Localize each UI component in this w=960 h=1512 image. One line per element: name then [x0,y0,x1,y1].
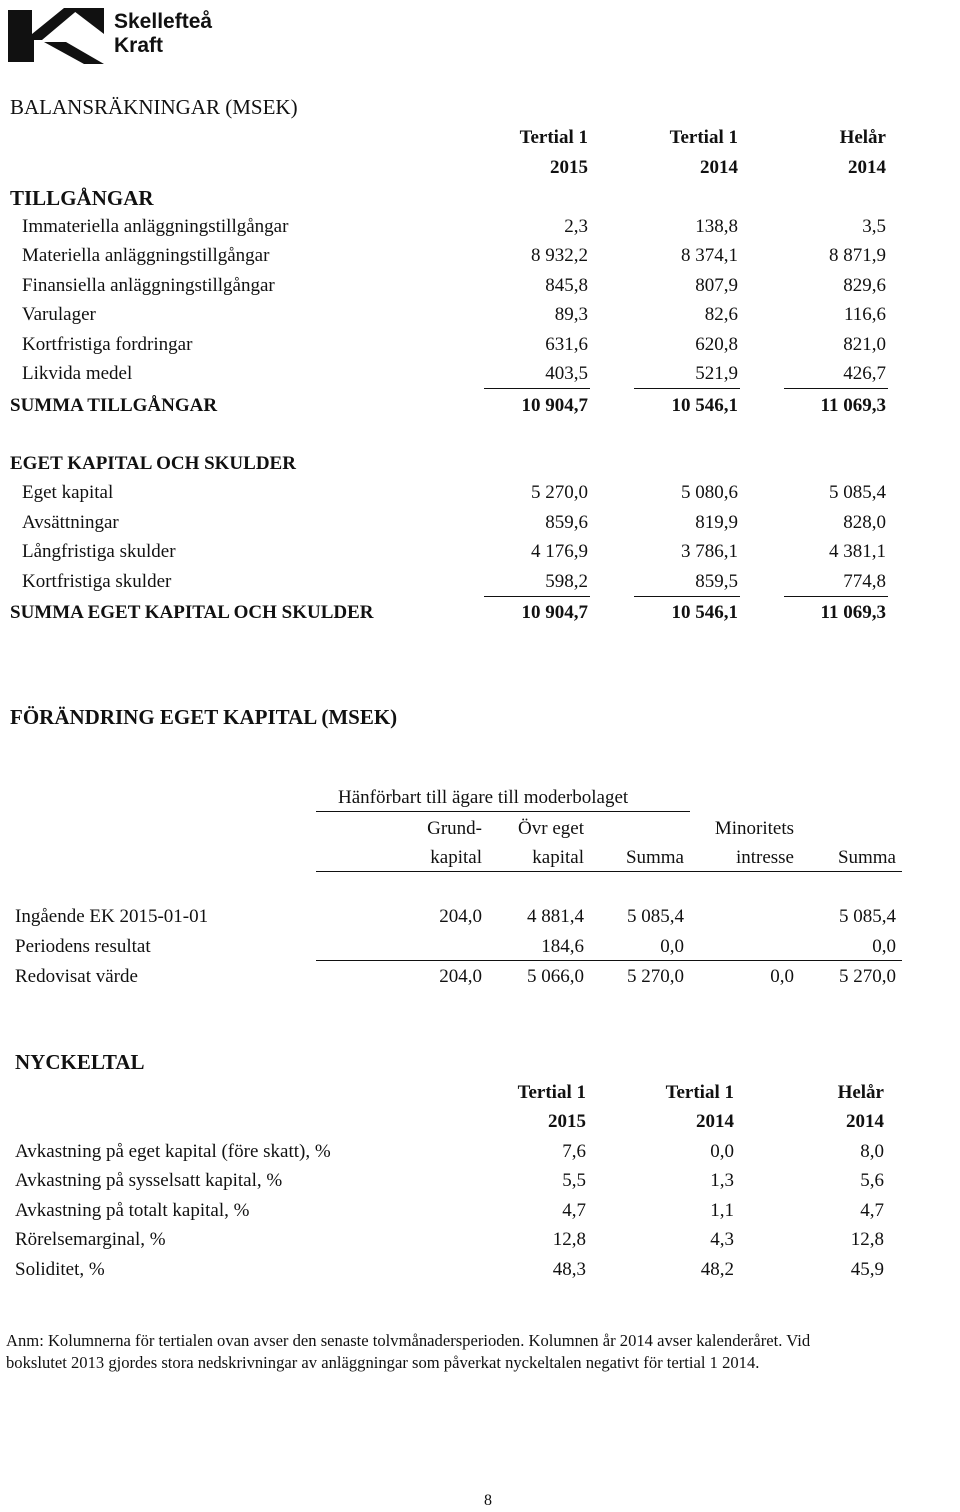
ratio-row-v3: 8,0 [860,1141,884,1162]
page-number: 8 [484,1492,492,1509]
assets-total-v2: 10 546,1 [671,395,738,416]
equity-total-label: SUMMA EGET KAPITAL OCH SKULDER [10,602,374,623]
ratio-row-v2: 4,3 [710,1229,734,1250]
group-header-underline [316,811,690,812]
asset-row-label: Varulager [22,304,96,325]
equity-row-v1: 4 176,9 [531,541,588,562]
asset-row-v1: 2,3 [564,216,588,237]
ec-row-label: Periodens resultat [15,936,151,957]
ratio-row-v1: 5,5 [562,1170,586,1191]
ec-row-c3: 5 270,0 [627,966,684,987]
equity-row-v2: 5 080,6 [681,482,738,503]
ec-row-label: Redovisat värde [15,966,138,987]
ratio-row-v1: 4,7 [562,1200,586,1221]
assets-total-v3: 11 069,3 [820,395,886,416]
equity-row-label: Eget kapital [22,482,114,503]
ec-col1-bottom: kapital [430,847,482,868]
ratio-row-v1: 12,8 [552,1229,586,1250]
ec-rows-underline [316,960,902,961]
ec-row-c2: 5 066,0 [527,966,584,987]
equity-total-v2: 10 546,1 [671,602,738,623]
asset-row-label: Finansiella anläggningstillgångar [22,275,275,296]
asset-row-v3: 3,5 [862,216,886,237]
ratio-row-label: Soliditet, % [15,1259,105,1280]
logo-line-2: Kraft [114,34,164,57]
asset-row-v3: 8 871,9 [829,245,886,266]
asset-row-v3: 821,0 [843,334,886,355]
equity-row-v2: 3 786,1 [681,541,738,562]
equity-row-v3: 774,8 [843,571,886,592]
asset-row-label: Likvida medel [22,363,133,384]
asset-row-v2: 82,6 [704,304,738,325]
assets-underline-3 [784,388,888,389]
equity-row-v2: 859,5 [695,571,738,592]
logo-line-1: Skellefteå [114,10,213,33]
company-logo [4,4,224,66]
asset-row-v2: 138,8 [695,216,738,237]
ec-col2-top: Övr eget [518,818,584,839]
equity-row-label: Avsättningar [22,512,119,533]
ratio-row-label: Avkastning på eget kapital (före skatt), % [15,1141,331,1162]
ratios-col2-header-bottom: 2014 [696,1111,734,1132]
ratio-row-v2: 48,2 [700,1259,734,1280]
asset-row-v2: 8 374,1 [681,245,738,266]
ratios-col3-header-top: Helår [837,1082,884,1103]
equity-title: EGET KAPITAL OCH SKULDER [10,453,296,474]
asset-row-v2: 521,9 [695,363,738,384]
equity-total-v1: 10 904,7 [521,602,588,623]
equity-row-v2: 819,9 [695,512,738,533]
asset-row-v1: 89,3 [554,304,588,325]
ratio-row-v2: 1,3 [710,1170,734,1191]
ratios-col2-header-top: Tertial 1 [665,1082,734,1103]
ec-row-c4: 0,0 [770,966,794,987]
balance-title: BALANSRÄKNINGAR (MSEK) [10,95,298,119]
equity-underline-1 [484,596,590,597]
ratio-row-v3: 4,7 [860,1200,884,1221]
ratio-row-label: Avkastning på sysselsatt kapital, % [15,1170,283,1191]
equity-underline-2 [634,596,740,597]
equity-row-label: Kortfristiga skulder [22,571,172,592]
ratio-row-label: Avkastning på totalt kapital, % [15,1200,250,1221]
balance-col1-header-bottom: 2015 [550,157,588,178]
equity-change-title: FÖRÄNDRING EGET KAPITAL (MSEK) [10,705,398,729]
ec-row-c5: 0,0 [872,936,896,957]
ratio-row-v3: 12,8 [850,1229,884,1250]
ec-col5-bottom: Summa [837,847,896,868]
asset-row-v3: 116,6 [843,304,886,325]
equity-row-v3: 4 381,1 [829,541,886,562]
balance-col2-header-bottom: 2014 [700,157,738,178]
ratios-col3-header-bottom: 2014 [846,1111,884,1132]
balance-col3-header-top: Helår [839,127,886,148]
assets-underline-1 [484,388,590,389]
balance-col3-header-bottom: 2014 [848,157,886,178]
logo-mark-icon [4,4,108,66]
ec-row-c3: 5 085,4 [627,906,684,927]
equity-total-v3: 11 069,3 [820,602,886,623]
equity-underline-3 [784,596,888,597]
ec-col4-top: Minoritets [714,818,794,839]
assets-total-v1: 10 904,7 [521,395,588,416]
ec-row-c5: 5 085,4 [839,906,896,927]
ec-header-underline [316,871,902,872]
ec-col4-bottom: intresse [735,847,794,868]
ratios-title: NYCKELTAL [15,1050,145,1074]
asset-row-v3: 426,7 [843,363,886,384]
asset-row-v2: 620,8 [695,334,738,355]
ec-row-c1: 204,0 [439,966,482,987]
ec-row-label: Ingående EK 2015-01-01 [15,906,209,927]
ratio-row-v3: 5,6 [860,1170,884,1191]
ec-col2-bottom: kapital [532,847,584,868]
ec-row-c1: 204,0 [439,906,482,927]
ec-row-c5: 5 270,0 [839,966,896,987]
equity-row-v3: 5 085,4 [829,482,886,503]
asset-row-v2: 807,9 [695,275,738,296]
balance-col2-header-top: Tertial 1 [669,127,738,148]
ec-row-c2: 4 881,4 [527,906,584,927]
logo-text [114,10,212,58]
ratios-col1-header-top: Tertial 1 [517,1082,586,1103]
equity-change-group-header: Hänförbart till ägare till moderbolaget [338,787,629,808]
assets-title: TILLGÅNGAR [10,186,154,210]
equity-row-v3: 828,0 [843,512,886,533]
asset-row-v1: 8 932,2 [531,245,588,266]
ratio-row-label: Rörelsemarginal, % [15,1229,166,1250]
equity-row-label: Långfristiga skulder [22,541,176,562]
asset-row-v1: 631,6 [545,334,588,355]
footnote-line-2: bokslutet 2013 gjordes stora nedskrivningar av anläggningar som påverkat nyckeltalen negativt för tertial 1 2014. [6,1353,760,1372]
equity-row-v1: 598,2 [545,571,588,592]
asset-row-label: Immateriella anläggningstillgångar [22,216,289,237]
ratio-row-v1: 7,6 [562,1141,586,1162]
ratio-row-v2: 1,1 [710,1200,734,1221]
assets-total-label: SUMMA TILLGÅNGAR [10,395,218,416]
equity-row-v1: 5 270,0 [531,482,588,503]
asset-row-v3: 829,6 [843,275,886,296]
asset-row-label: Kortfristiga fordringar [22,334,193,355]
equity-row-v1: 859,6 [545,512,588,533]
asset-row-label: Materiella anläggningstillgångar [22,245,270,266]
asset-row-v1: 403,5 [545,363,588,384]
assets-underline-2 [634,388,740,389]
ec-col1-top: Grund- [427,818,482,839]
ratios-col1-header-bottom: 2015 [548,1111,586,1132]
ec-col3-bottom: Summa [625,847,684,868]
ec-row-c3: 0,0 [660,936,684,957]
footnote-line-1: Anm: Kolumnerna för tertialen ovan avser den senaste tolvmånadersperioden. Kolumnen år 2014 avser kalenderåret. Vid [6,1331,811,1350]
ratio-row-v2: 0,0 [710,1141,734,1162]
asset-row-v1: 845,8 [545,275,588,296]
ratio-row-v3: 45,9 [850,1259,884,1280]
balance-col1-header-top: Tertial 1 [519,127,588,148]
ec-row-c2: 184,6 [541,936,584,957]
ratio-row-v1: 48,3 [552,1259,586,1280]
